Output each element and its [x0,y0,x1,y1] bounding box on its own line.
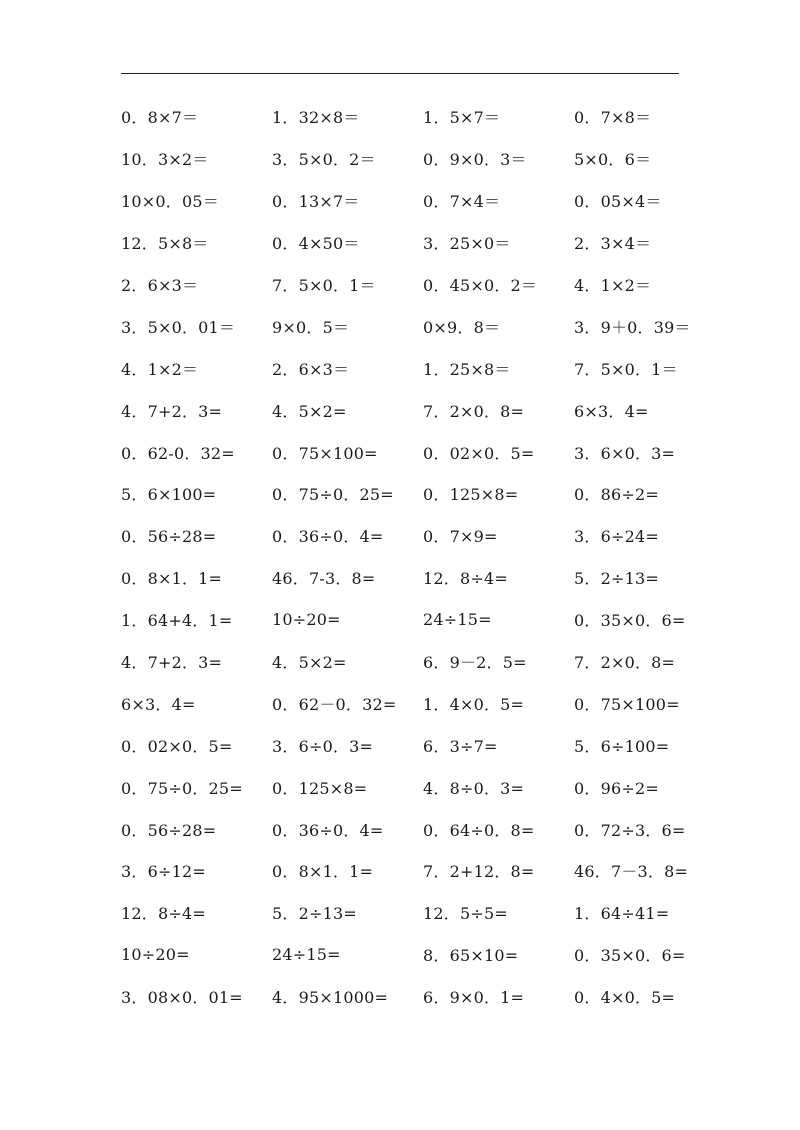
problem-cell: 0．35×0．6= [574,946,686,966]
problem-row [121,599,721,641]
problem-cell: 3．6÷12= [121,862,206,882]
problem-cell: 6×3．4= [121,694,196,714]
problem-cell: 0．75×100= [272,443,378,463]
problem-cell: 2．6×3＝ [272,359,350,379]
problem-cell: 6．9－2．5= [423,653,527,673]
problem-cell: 12．8÷4= [423,569,508,589]
problem-cell: 4．1×2＝ [574,276,652,295]
problem-cell: 10×0．05＝ [121,192,219,212]
problem-cell: 0．8×1．1= [272,862,374,882]
problem-row [121,682,721,724]
problem-cell: 6×3．4= [574,401,649,421]
problem-cell: 3．5×0．01＝ [121,317,236,337]
problem-cell: 2．6×3＝ [121,276,199,295]
problem-cell: 3．6÷24= [574,527,659,547]
problem-cell: 10÷20= [121,945,190,965]
problem-cell: 7．5×0．1＝ [574,359,678,379]
problem-row [121,389,721,431]
problem-cell: 0．75÷0．25= [272,485,394,505]
problem-row [121,892,721,934]
problem-cell: 3．6×0．3= [574,443,676,463]
problem-cell: 0．45×0．2＝ [423,276,538,295]
problem-cell: 4．5×2= [272,401,347,421]
problem-grid [121,96,721,1018]
problem-row [121,431,721,473]
problem-row [121,724,721,766]
problem-cell: 46．7-3．8= [272,569,376,589]
problem-cell: 0．56÷28= [121,820,217,840]
problem-row [121,305,721,347]
problem-row [121,96,721,138]
problem-cell: 0．7×4＝ [423,192,501,212]
problem-cell: 1．64÷41= [574,904,670,924]
problem-cell: 0．62－0．32= [272,694,397,714]
problem-cell: 0．125×8= [423,485,519,505]
problem-cell: 0．13×7＝ [272,192,360,212]
problem-cell: 0．05×4＝ [574,192,662,212]
problem-cell: 0．02×0．5= [121,736,233,756]
problem-cell: 12．8÷4= [121,904,206,924]
problem-cell: 0．02×0．5= [423,443,535,463]
problem-cell: 10．3×2＝ [121,150,209,170]
problem-cell: 4．7+2．3= [121,653,223,673]
problem-cell: 1．4×0．5= [423,694,525,714]
problem-cell: 5×0．6＝ [574,150,652,170]
problem-row [121,515,721,557]
problem-cell: 2．3×4＝ [574,234,652,254]
problem-cell: 0．56÷28= [121,527,217,547]
problem-row [121,222,721,264]
problem-cell: 3．6÷0．3= [272,736,374,756]
problem-cell: 0．75×100= [574,694,680,714]
problem-cell: 0．62-0．32= [121,443,235,463]
problem-row [121,850,721,892]
problem-row [121,934,721,976]
problem-cell: 5．6×100= [121,485,217,505]
problem-cell: 4．1×2＝ [121,359,199,379]
problem-cell: 0．64÷0．8= [423,820,535,840]
problem-cell: 0．4×0．5= [574,988,676,1008]
problem-cell: 9×0．5＝ [272,317,350,337]
problem-row [121,473,721,515]
problem-cell: 4．8÷0．3= [423,778,525,798]
problem-cell: 24÷15= [272,945,341,965]
problem-row [121,766,721,808]
problem-cell: 0×9．8＝ [423,317,501,337]
problem-cell: 1．32×8＝ [272,108,360,128]
problem-cell: 1．25×8＝ [423,359,511,379]
header-rule [121,73,679,74]
problem-cell: 0．86÷2= [574,485,659,505]
problem-cell: 0．125×8= [272,778,368,798]
problem-cell: 7．5×0．1＝ [272,276,376,295]
problem-cell: 3．25×0＝ [423,234,511,254]
problem-cell: 5．2÷13= [574,569,659,589]
problem-cell: 0．4×50＝ [272,234,360,254]
problem-cell: 4．7+2．3= [121,401,223,421]
problem-cell: 5．6÷100= [574,736,670,756]
problem-cell: 4．5×2= [272,653,347,673]
problem-cell: 1．5×7＝ [423,108,501,128]
problem-cell: 0．36÷0．4= [272,820,384,840]
problem-cell: 0．96÷2= [574,778,659,798]
problem-cell: 6．3÷7= [423,736,498,756]
problem-row [121,180,721,222]
problem-row [121,808,721,850]
problem-cell: 3．5×0．2＝ [272,150,376,170]
problem-cell: 3．08×0．01= [121,988,243,1008]
problem-cell: 7．2×0．8= [574,653,676,673]
problem-cell: 7．2+12．8= [423,862,535,882]
problem-row [121,264,721,306]
problem-cell: 5．2÷13= [272,904,357,924]
problem-cell: 7．2×0．8= [423,401,525,421]
problem-cell: 46．7－3．8= [574,862,689,882]
problem-cell: 1．64+4．1= [121,611,233,631]
problem-row [121,557,721,599]
problem-cell: 0．8×7＝ [121,108,199,128]
problem-row [121,641,721,683]
problem-cell: 12．5÷5= [423,904,508,924]
problem-cell: 0．8×1．1= [121,569,223,589]
problem-cell: 0．75÷0．25= [121,778,243,798]
problem-row [121,138,721,180]
problem-cell: 0．7×8＝ [574,108,652,128]
problem-cell: 10÷20= [272,610,341,630]
problem-cell: 4．95×1000= [272,988,389,1008]
problem-cell: 0．9×0．3＝ [423,150,527,170]
problem-cell: 0．7×9= [423,527,498,547]
problem-cell: 6．9×0．1= [423,988,525,1008]
problem-cell: 8．65×10= [423,946,519,966]
problem-row [121,976,721,1018]
problem-cell: 0．36÷0．4= [272,527,384,547]
problem-cell: 0．72÷3．6= [574,820,686,840]
problem-cell: 3．9＋0．39＝ [574,317,691,337]
problem-row [121,347,721,389]
problem-cell: 0．35×0．6= [574,611,686,631]
problem-cell: 12．5×8＝ [121,234,209,254]
problem-cell: 24÷15= [423,610,492,630]
